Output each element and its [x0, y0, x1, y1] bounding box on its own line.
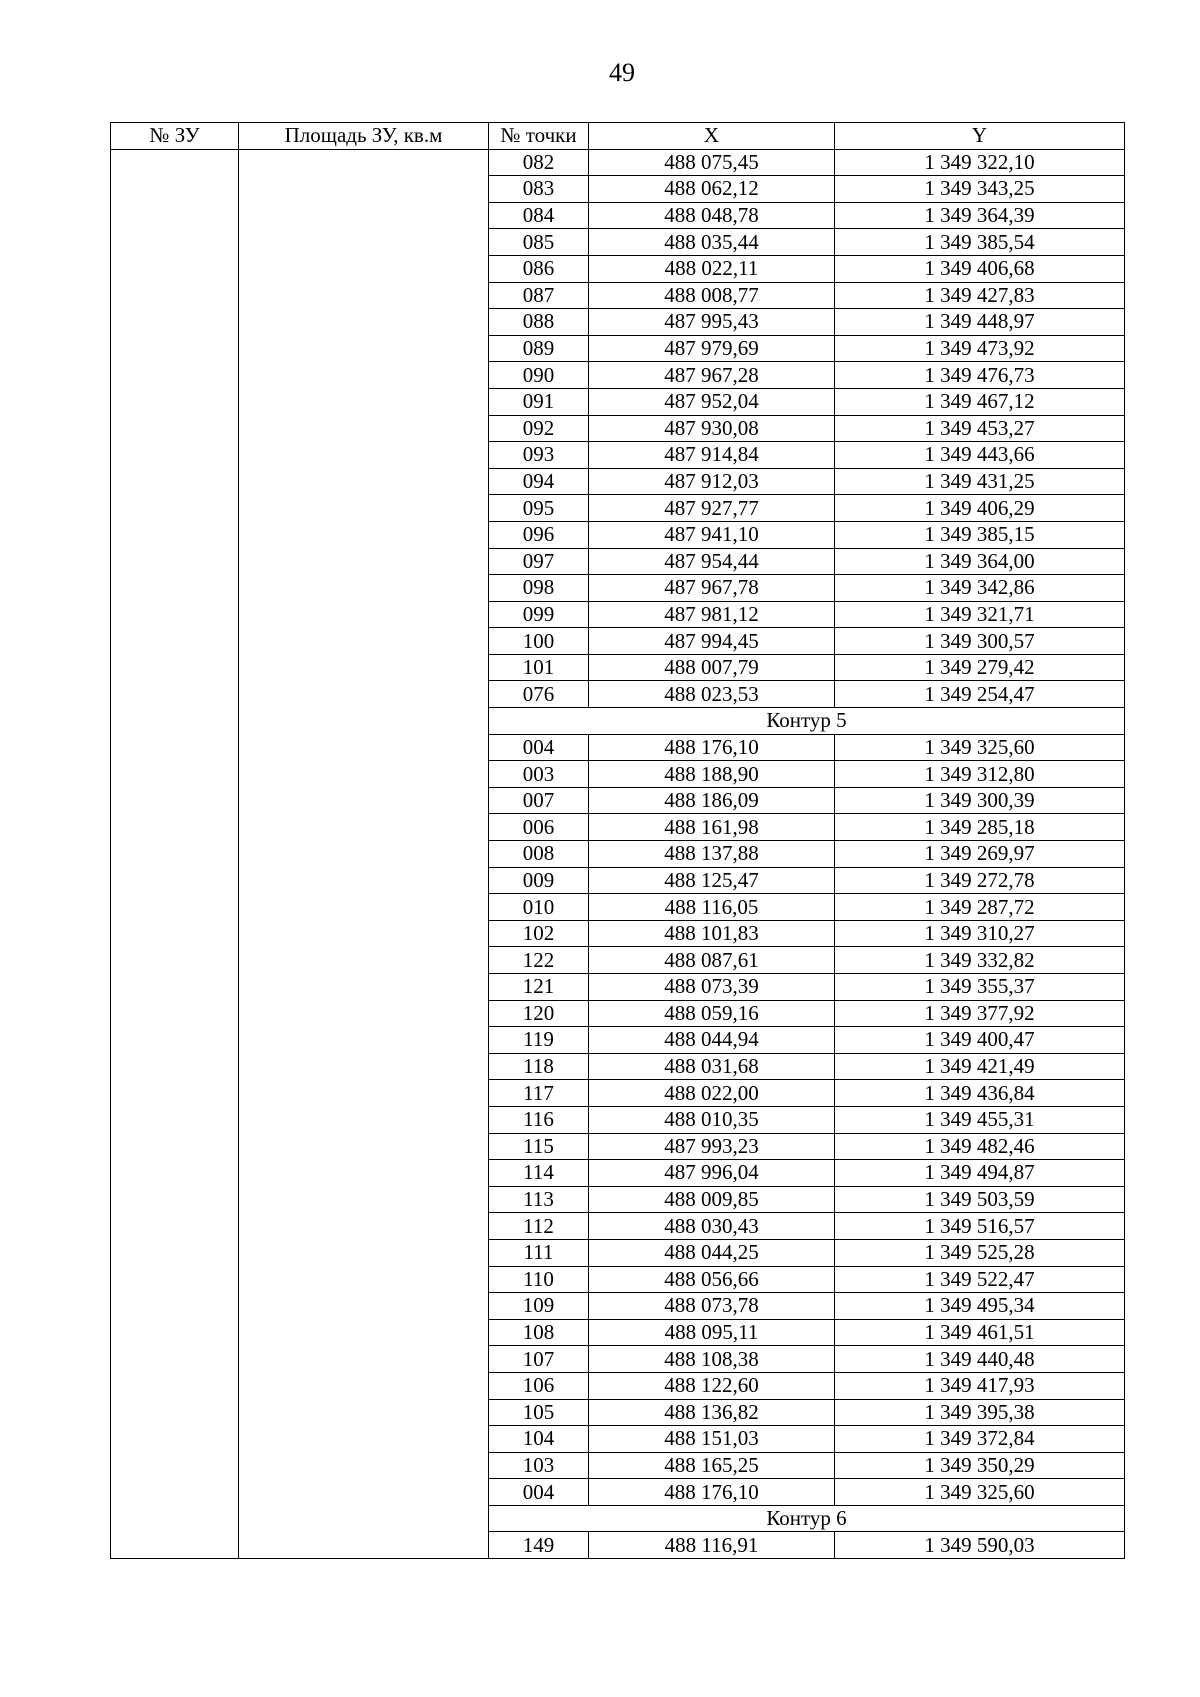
x-coordinate-cell: 488 151,03 [589, 1426, 835, 1453]
x-coordinate-cell: 488 044,94 [589, 1027, 835, 1054]
x-coordinate-cell: 487 981,12 [589, 601, 835, 628]
y-coordinate-cell: 1 349 448,97 [835, 309, 1125, 336]
point-number-cell: 111 [489, 1239, 589, 1266]
point-number-cell: 004 [489, 734, 589, 761]
point-number-cell: 098 [489, 575, 589, 602]
y-coordinate-cell: 1 349 312,80 [835, 761, 1125, 788]
header-zu-number: № ЗУ [111, 123, 239, 150]
x-coordinate-cell: 487 996,04 [589, 1160, 835, 1187]
y-coordinate-cell: 1 349 343,25 [835, 176, 1125, 203]
point-number-cell: 114 [489, 1160, 589, 1187]
point-number-cell: 087 [489, 282, 589, 309]
y-coordinate-cell: 1 349 325,60 [835, 1479, 1125, 1506]
x-coordinate-cell: 488 009,85 [589, 1186, 835, 1213]
point-number-cell: 112 [489, 1213, 589, 1240]
coordinates-table [110, 122, 1125, 1559]
x-coordinate-cell: 488 062,12 [589, 176, 835, 203]
point-number-cell: 122 [489, 947, 589, 974]
x-coordinate-cell: 488 010,35 [589, 1106, 835, 1133]
y-coordinate-cell: 1 349 400,47 [835, 1027, 1125, 1054]
y-coordinate-cell: 1 349 440,48 [835, 1346, 1125, 1373]
x-coordinate-cell: 488 008,77 [589, 282, 835, 309]
x-coordinate-cell: 488 136,82 [589, 1399, 835, 1426]
x-coordinate-cell: 487 967,28 [589, 362, 835, 389]
y-coordinate-cell: 1 349 467,12 [835, 388, 1125, 415]
point-number-cell: 082 [489, 149, 589, 176]
header-x: X [589, 123, 835, 150]
y-coordinate-cell: 1 349 325,60 [835, 734, 1125, 761]
y-coordinate-cell: 1 349 342,86 [835, 575, 1125, 602]
x-coordinate-cell: 488 056,66 [589, 1266, 835, 1293]
y-coordinate-cell: 1 349 495,34 [835, 1293, 1125, 1320]
x-coordinate-cell: 488 073,78 [589, 1293, 835, 1320]
x-coordinate-cell: 488 087,61 [589, 947, 835, 974]
y-coordinate-cell: 1 349 355,37 [835, 974, 1125, 1001]
point-number-cell: 100 [489, 628, 589, 655]
point-number-cell: 107 [489, 1346, 589, 1373]
x-coordinate-cell: 487 927,77 [589, 495, 835, 522]
x-coordinate-cell: 487 979,69 [589, 335, 835, 362]
x-coordinate-cell: 487 941,10 [589, 521, 835, 548]
point-number-cell: 103 [489, 1452, 589, 1479]
x-coordinate-cell: 488 075,45 [589, 149, 835, 176]
y-coordinate-cell: 1 349 417,93 [835, 1372, 1125, 1399]
x-coordinate-cell: 488 030,43 [589, 1213, 835, 1240]
x-coordinate-cell: 488 116,05 [589, 894, 835, 921]
y-coordinate-cell: 1 349 321,71 [835, 601, 1125, 628]
point-number-cell: 009 [489, 867, 589, 894]
zu-area-cell [239, 149, 489, 1558]
point-number-cell: 099 [489, 601, 589, 628]
y-coordinate-cell: 1 349 350,29 [835, 1452, 1125, 1479]
x-coordinate-cell: 488 176,10 [589, 734, 835, 761]
y-coordinate-cell: 1 349 482,46 [835, 1133, 1125, 1160]
y-coordinate-cell: 1 349 272,78 [835, 867, 1125, 894]
y-coordinate-cell: 1 349 332,82 [835, 947, 1125, 974]
y-coordinate-cell: 1 349 385,54 [835, 229, 1125, 256]
table-row [111, 149, 1125, 176]
point-number-cell: 102 [489, 920, 589, 947]
x-coordinate-cell: 487 993,23 [589, 1133, 835, 1160]
y-coordinate-cell: 1 349 310,27 [835, 920, 1125, 947]
point-number-cell: 104 [489, 1426, 589, 1453]
x-coordinate-cell: 487 952,04 [589, 388, 835, 415]
header-point-number: № точки [489, 123, 589, 150]
point-number-cell: 084 [489, 202, 589, 229]
y-coordinate-cell: 1 349 516,57 [835, 1213, 1125, 1240]
point-number-cell: 092 [489, 415, 589, 442]
y-coordinate-cell: 1 349 525,28 [835, 1239, 1125, 1266]
y-coordinate-cell: 1 349 377,92 [835, 1000, 1125, 1027]
point-number-cell: 003 [489, 761, 589, 788]
x-coordinate-cell: 488 022,00 [589, 1080, 835, 1107]
point-number-cell: 096 [489, 521, 589, 548]
y-coordinate-cell: 1 349 285,18 [835, 814, 1125, 841]
x-coordinate-cell: 487 914,84 [589, 442, 835, 469]
contour-label: Контур 6 [489, 1505, 1125, 1532]
x-coordinate-cell: 488 188,90 [589, 761, 835, 788]
contour-label: Контур 5 [489, 708, 1125, 735]
x-coordinate-cell: 488 161,98 [589, 814, 835, 841]
y-coordinate-cell: 1 349 453,27 [835, 415, 1125, 442]
x-coordinate-cell: 487 954,44 [589, 548, 835, 575]
y-coordinate-cell: 1 349 522,47 [835, 1266, 1125, 1293]
header-zu-area: Площадь ЗУ, кв.м [239, 123, 489, 150]
point-number-cell: 004 [489, 1479, 589, 1506]
point-number-cell: 095 [489, 495, 589, 522]
point-number-cell: 094 [489, 468, 589, 495]
x-coordinate-cell: 487 930,08 [589, 415, 835, 442]
zu-number-cell [111, 149, 239, 1558]
x-coordinate-cell: 488 073,39 [589, 974, 835, 1001]
x-coordinate-cell: 488 125,47 [589, 867, 835, 894]
point-number-cell: 108 [489, 1319, 589, 1346]
point-number-cell: 083 [489, 176, 589, 203]
point-number-cell: 105 [489, 1399, 589, 1426]
y-coordinate-cell: 1 349 473,92 [835, 335, 1125, 362]
point-number-cell: 118 [489, 1053, 589, 1080]
point-number-cell: 088 [489, 309, 589, 336]
y-coordinate-cell: 1 349 300,39 [835, 787, 1125, 814]
point-number-cell: 091 [489, 388, 589, 415]
x-coordinate-cell: 488 122,60 [589, 1372, 835, 1399]
x-coordinate-cell: 488 022,11 [589, 255, 835, 282]
y-coordinate-cell: 1 349 461,51 [835, 1319, 1125, 1346]
y-coordinate-cell: 1 349 269,97 [835, 841, 1125, 868]
y-coordinate-cell: 1 349 372,84 [835, 1426, 1125, 1453]
point-number-cell: 116 [489, 1106, 589, 1133]
x-coordinate-cell: 488 095,11 [589, 1319, 835, 1346]
y-coordinate-cell: 1 349 406,29 [835, 495, 1125, 522]
point-number-cell: 086 [489, 255, 589, 282]
y-coordinate-cell: 1 349 364,39 [835, 202, 1125, 229]
x-coordinate-cell: 488 108,38 [589, 1346, 835, 1373]
x-coordinate-cell: 487 995,43 [589, 309, 835, 336]
y-coordinate-cell: 1 349 287,72 [835, 894, 1125, 921]
x-coordinate-cell: 488 137,88 [589, 841, 835, 868]
point-number-cell: 109 [489, 1293, 589, 1320]
point-number-cell: 113 [489, 1186, 589, 1213]
x-coordinate-cell: 488 059,16 [589, 1000, 835, 1027]
x-coordinate-cell: 488 035,44 [589, 229, 835, 256]
y-coordinate-cell: 1 349 322,10 [835, 149, 1125, 176]
y-coordinate-cell: 1 349 436,84 [835, 1080, 1125, 1107]
y-coordinate-cell: 1 349 494,87 [835, 1160, 1125, 1187]
y-coordinate-cell: 1 349 254,47 [835, 681, 1125, 708]
point-number-cell: 006 [489, 814, 589, 841]
point-number-cell: 110 [489, 1266, 589, 1293]
x-coordinate-cell: 487 912,03 [589, 468, 835, 495]
point-number-cell: 085 [489, 229, 589, 256]
x-coordinate-cell: 488 176,10 [589, 1479, 835, 1506]
x-coordinate-cell: 488 116,91 [589, 1532, 835, 1559]
x-coordinate-cell: 487 967,78 [589, 575, 835, 602]
point-number-cell: 117 [489, 1080, 589, 1107]
point-number-cell: 007 [489, 787, 589, 814]
point-number-cell: 076 [489, 681, 589, 708]
point-number-cell: 090 [489, 362, 589, 389]
point-number-cell: 121 [489, 974, 589, 1001]
point-number-cell: 093 [489, 442, 589, 469]
y-coordinate-cell: 1 349 395,38 [835, 1399, 1125, 1426]
table-header-row [111, 123, 1125, 150]
header-y: Y [835, 123, 1125, 150]
x-coordinate-cell: 488 165,25 [589, 1452, 835, 1479]
point-number-cell: 149 [489, 1532, 589, 1559]
x-coordinate-cell: 488 044,25 [589, 1239, 835, 1266]
point-number-cell: 010 [489, 894, 589, 921]
point-number-cell: 097 [489, 548, 589, 575]
x-coordinate-cell: 488 186,09 [589, 787, 835, 814]
x-coordinate-cell: 487 994,45 [589, 628, 835, 655]
y-coordinate-cell: 1 349 590,03 [835, 1532, 1125, 1559]
y-coordinate-cell: 1 349 406,68 [835, 255, 1125, 282]
point-number-cell: 008 [489, 841, 589, 868]
y-coordinate-cell: 1 349 364,00 [835, 548, 1125, 575]
y-coordinate-cell: 1 349 455,31 [835, 1106, 1125, 1133]
point-number-cell: 119 [489, 1027, 589, 1054]
table-body [111, 149, 1125, 1558]
x-coordinate-cell: 488 101,83 [589, 920, 835, 947]
x-coordinate-cell: 488 048,78 [589, 202, 835, 229]
y-coordinate-cell: 1 349 443,66 [835, 442, 1125, 469]
point-number-cell: 106 [489, 1372, 589, 1399]
y-coordinate-cell: 1 349 385,15 [835, 521, 1125, 548]
point-number-cell: 120 [489, 1000, 589, 1027]
point-number-cell: 089 [489, 335, 589, 362]
page-number: 49 [609, 58, 635, 87]
y-coordinate-cell: 1 349 279,42 [835, 654, 1125, 681]
x-coordinate-cell: 488 007,79 [589, 654, 835, 681]
x-coordinate-cell: 488 031,68 [589, 1053, 835, 1080]
y-coordinate-cell: 1 349 503,59 [835, 1186, 1125, 1213]
point-number-cell: 101 [489, 654, 589, 681]
y-coordinate-cell: 1 349 427,83 [835, 282, 1125, 309]
y-coordinate-cell: 1 349 431,25 [835, 468, 1125, 495]
y-coordinate-cell: 1 349 300,57 [835, 628, 1125, 655]
y-coordinate-cell: 1 349 476,73 [835, 362, 1125, 389]
x-coordinate-cell: 488 023,53 [589, 681, 835, 708]
point-number-cell: 115 [489, 1133, 589, 1160]
y-coordinate-cell: 1 349 421,49 [835, 1053, 1125, 1080]
